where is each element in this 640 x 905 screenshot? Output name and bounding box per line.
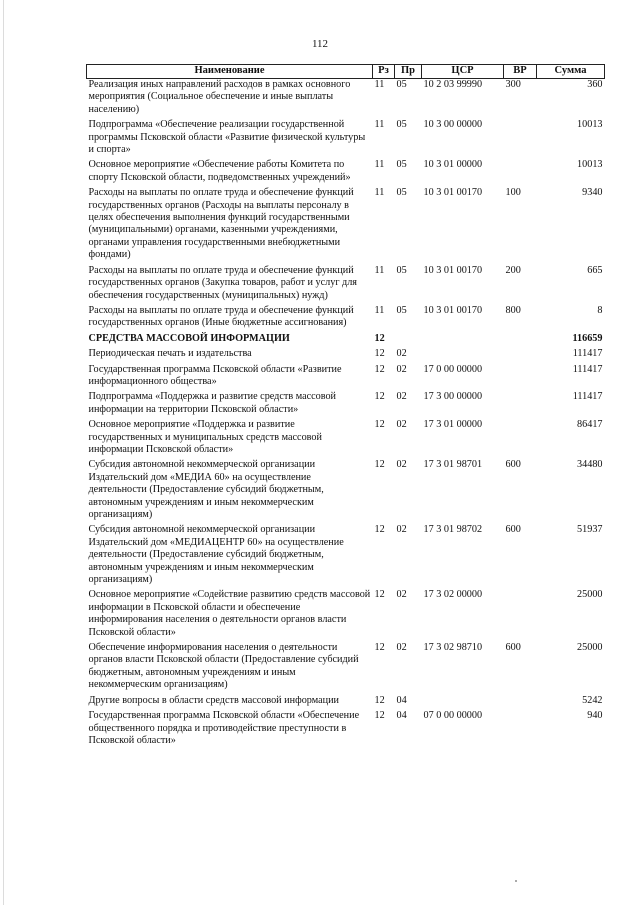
cell-name: Расходы на выплаты по оплате труда и обеспечение функций государственных органов (Закупка товаров, работ и услуг для обеспечения государственных (муниципальных) нужд) [88, 264, 357, 301]
table-row [87, 589, 605, 642]
table-row [87, 364, 605, 392]
cell-vr: 600 [505, 642, 521, 654]
cell-csr: 17 3 00 00000 [423, 391, 483, 403]
cell-csr [422, 348, 504, 363]
cell-csr: 10 3 01 00170 [423, 304, 483, 316]
cell-sum: 9340 [582, 187, 603, 199]
cell-rz: 12 [374, 642, 385, 654]
table-row [87, 159, 605, 187]
table-body [87, 79, 605, 751]
cell-csr [422, 695, 504, 710]
scan-speck [515, 880, 517, 882]
cell-vr [504, 159, 537, 187]
header-sum: Сумма [537, 65, 605, 79]
cell-sum: 86417 [577, 419, 603, 431]
cell-sum: 940 [587, 710, 603, 722]
cell-name: Обеспечение информирования населения о деятельности органов власти Псковской области (Предоставление субсидий бюджетным, автономным учреждениям и иным некоммерческим организациям) [88, 642, 359, 691]
cell-rz: 12 [374, 710, 385, 722]
table-row [87, 459, 605, 524]
cell-csr: 07 0 00 00000 [423, 710, 483, 722]
cell-vr [504, 119, 537, 159]
cell-pr [395, 333, 422, 348]
cell-vr: 300 [505, 79, 521, 90]
cell-csr: 17 3 01 00000 [423, 419, 483, 431]
cell-rz: 12 [374, 694, 385, 706]
cell-pr: 05 [396, 264, 407, 276]
cell-rz: 12 [374, 524, 385, 536]
cell-sum: 665 [587, 264, 603, 276]
cell-csr [422, 333, 504, 348]
cell-sum: 34480 [577, 459, 603, 471]
cell-name: Другие вопросы в области средств массовой информации [88, 694, 339, 706]
table-row [87, 391, 605, 419]
cell-sum: 10013 [577, 119, 603, 131]
cell-sum: 25000 [577, 642, 603, 654]
cell-vr [504, 695, 537, 710]
cell-pr: 05 [396, 159, 407, 171]
cell-vr: 100 [505, 187, 521, 199]
cell-csr: 17 3 02 00000 [423, 589, 483, 601]
cell-csr: 17 3 01 98701 [423, 459, 483, 471]
cell-sum: 111417 [572, 391, 603, 403]
table-row [87, 265, 605, 305]
cell-sum: 116659 [572, 332, 603, 344]
cell-csr: 17 3 01 98702 [423, 524, 483, 536]
header-rz: Рз [373, 65, 395, 79]
cell-sum: 5242 [582, 694, 603, 706]
cell-vr [504, 589, 537, 642]
cell-name: Подпрограмма «Обеспечение реализации государственной программы Псковской области «Развитие физической культуры и спорта» [88, 119, 366, 156]
cell-vr [504, 391, 537, 419]
table-row [87, 642, 605, 695]
cell-rz: 12 [374, 419, 385, 431]
cell-sum: 8 [597, 304, 603, 316]
cell-rz: 12 [374, 332, 385, 344]
table-row [87, 333, 605, 348]
cell-csr: 10 3 01 00170 [423, 187, 483, 199]
cell-pr: 05 [396, 119, 407, 131]
cell-name: Субсидия автономной некоммерческой организации Издательский дом «МЕДИА 60» на осуществление деятельности (Предоставление субсидий бюджетным, автономным учреждениям и иным некоммерческим организациям) [88, 459, 324, 520]
cell-rz: 12 [374, 589, 385, 601]
cell-rz: 12 [374, 459, 385, 471]
cell-pr: 02 [396, 348, 407, 360]
cell-rz: 12 [374, 391, 385, 403]
cell-pr: 02 [396, 419, 407, 431]
cell-vr: 800 [505, 304, 521, 316]
cell-name: Государственная программа Псковской области «Обеспечение общественного порядка и противодействие преступности в Псковской области» [88, 710, 360, 746]
cell-csr: 17 0 00 00000 [423, 363, 483, 375]
cell-pr: 02 [396, 589, 407, 601]
cell-pr: 02 [396, 642, 407, 654]
cell-rz: 11 [374, 79, 385, 90]
cell-vr [504, 710, 537, 750]
table-header-row [87, 65, 605, 79]
cell-name: Периодическая печать и издательства [88, 348, 252, 360]
cell-rz: 11 [374, 187, 385, 199]
cell-rz: 11 [374, 304, 385, 316]
cell-pr: 02 [396, 391, 407, 403]
cell-pr: 05 [396, 304, 407, 316]
cell-rz: 12 [374, 363, 385, 375]
table-row [87, 710, 605, 750]
cell-name: Основное мероприятие «Поддержка и развитие государственных и муниципальных средств массовой информации Псковской области» [88, 419, 322, 455]
cell-rz: 11 [374, 119, 385, 131]
scan-edge-line [3, 0, 4, 905]
table-row [87, 524, 605, 589]
cell-sum: 111417 [572, 348, 603, 360]
table-row [87, 419, 605, 459]
header-pr: Пр [395, 65, 422, 79]
cell-pr: 05 [396, 79, 407, 90]
cell-sum: 111417 [572, 363, 603, 375]
cell-pr: 02 [396, 459, 407, 471]
cell-csr: 10 2 03 99990 [423, 79, 483, 90]
cell-csr: 10 3 01 00000 [423, 159, 483, 171]
cell-pr: 05 [396, 187, 407, 199]
cell-rz: 11 [374, 159, 385, 171]
cell-sum: 10013 [577, 159, 603, 171]
cell-vr: 200 [505, 264, 521, 276]
table-row [87, 348, 605, 363]
cell-rz: 12 [374, 348, 385, 360]
table-row [87, 695, 605, 710]
cell-rz: 11 [374, 264, 385, 276]
cell-pr: 02 [396, 524, 407, 536]
cell-name: Подпрограмма «Поддержка и развитие средств массовой информации на территории Псковской области» [88, 391, 337, 415]
cell-name: Государственная программа Псковской области «Развитие информационного общества» [88, 363, 342, 387]
table-row [87, 305, 605, 333]
table-row [87, 119, 605, 159]
page-number: 112 [311, 38, 329, 50]
cell-name: Основное мероприятие «Содействие развитию средств массовой информации в Псковской области и обеспечение информирования населения о деятельности органов власти Псковской области» [88, 589, 371, 638]
cell-name: Реализация иных направлений расходов в рамках основного мероприятия (Социальное обеспечение и иные выплаты населению) [88, 79, 351, 115]
cell-vr [504, 364, 537, 392]
cell-csr: 10 3 00 00000 [423, 119, 483, 131]
cell-name: Субсидия автономной некоммерческой организации Издательский дом «МЕДИАЦЕНТР 60» на осуществление деятельности (Предоставление субсидий бюджетным, автономным учреждениям и иным некоммерческим организациям) [88, 524, 344, 586]
header-name: Наименование [87, 65, 373, 79]
budget-table [86, 64, 605, 750]
cell-vr [504, 419, 537, 459]
cell-vr [504, 348, 537, 363]
cell-name: Расходы на выплаты по оплате труда и обеспечение функций государственных органов (Расходы на выплаты персоналу в целях обеспечения выполнения функций государственными (муниципальными) органами, казенными учреждениями, органами управления государственными внебюджетными фондами) [88, 187, 354, 261]
cell-pr: 04 [396, 710, 407, 722]
cell-name: Расходы на выплаты по оплате труда и обеспечение функций государственных органов (Иные бюджетные ассигнования) [88, 304, 354, 329]
cell-sum: 360 [587, 79, 603, 90]
cell-sum: 25000 [577, 589, 603, 601]
cell-vr: 600 [505, 524, 521, 536]
cell-name: СРЕДСТВА МАССОВОЙ ИНФОРМАЦИИ [88, 332, 290, 344]
cell-name: Основное мероприятие «Обеспечение работы Комитета по спорту Псковской области, подведомственных учреждений» [88, 159, 351, 183]
cell-pr: 02 [396, 363, 407, 375]
cell-pr: 04 [396, 694, 407, 706]
table-row [87, 79, 605, 120]
cell-vr [504, 333, 537, 348]
cell-sum: 51937 [577, 524, 603, 536]
header-csr: ЦСР [422, 65, 504, 79]
header-vr: ВР [504, 65, 537, 79]
cell-csr: 10 3 01 00170 [423, 264, 483, 276]
cell-vr: 600 [505, 459, 521, 471]
cell-csr: 17 3 02 98710 [423, 642, 483, 654]
table-row [87, 187, 605, 264]
